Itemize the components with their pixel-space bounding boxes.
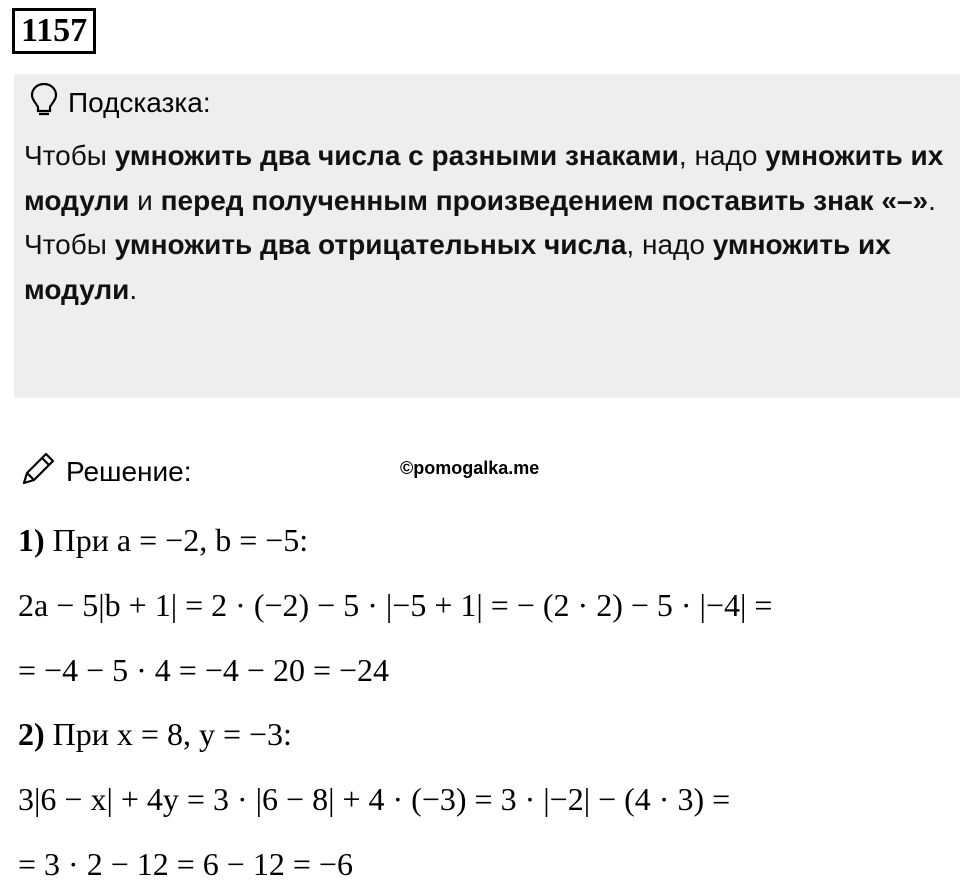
hint-text-fragment: . (928, 184, 936, 216)
problem-number: 1157 (12, 8, 96, 54)
solution-title: Решение: (66, 456, 192, 487)
hint-paragraph-1 (24, 134, 944, 223)
hint-header (30, 82, 211, 124)
solution-line-6: = 3 · 2 − 12 = 6 − 12 = −6 (18, 846, 353, 882)
hint-bold-fragment: умножить их модули (24, 140, 944, 216)
hint-bold-fragment: перед полученным произведением поставить знак «–» (160, 184, 929, 216)
hint-text (24, 134, 944, 312)
solution-line-3: = −4 − 5 · 4 = −4 − 20 = −24 (18, 652, 390, 688)
hint-bold-fragment: умножить два числа с разными знаками (114, 140, 679, 171)
line-text: При a = −2, b = −5: (44, 522, 309, 558)
solution-line-5: 3|6 − x| + 4y = 3 · |6 − 8| + 4 · (−3) = 3 · |−2| − (4 · 3) = (18, 781, 731, 817)
hint-bold-fragment: умножить два отрицательных числа (114, 229, 627, 260)
hint-text-fragment: Чтобы (24, 229, 115, 260)
hint-text-fragment: , надо (626, 229, 713, 260)
hint-text-fragment: и (129, 184, 161, 216)
solution-line-2: 2a − 5|b + 1| = 2 · (−2) − 5 · |−5 + 1| = − (2 · 2) − 5 · |−4| = (18, 587, 773, 623)
watermark: ©pomogalka.me (400, 458, 540, 478)
line-text: При x = 8, y = −3: (44, 716, 292, 752)
solution-line-1 (18, 522, 308, 559)
hint-text-fragment: . (129, 273, 138, 305)
hint-bold-fragment: умножить их модули (24, 229, 891, 305)
pencil-icon (18, 449, 58, 496)
lightbulb-icon (30, 82, 58, 125)
hint-text-fragment: , надо (678, 140, 766, 171)
solution-line-4 (18, 716, 292, 753)
hint-title: Подсказка: (68, 87, 211, 118)
item-label: 2) (18, 716, 45, 752)
hint-text-fragment: Чтобы (24, 140, 115, 171)
solution-header (18, 452, 192, 492)
hint-paragraph-2 (24, 223, 944, 312)
item-label: 1) (18, 522, 45, 558)
